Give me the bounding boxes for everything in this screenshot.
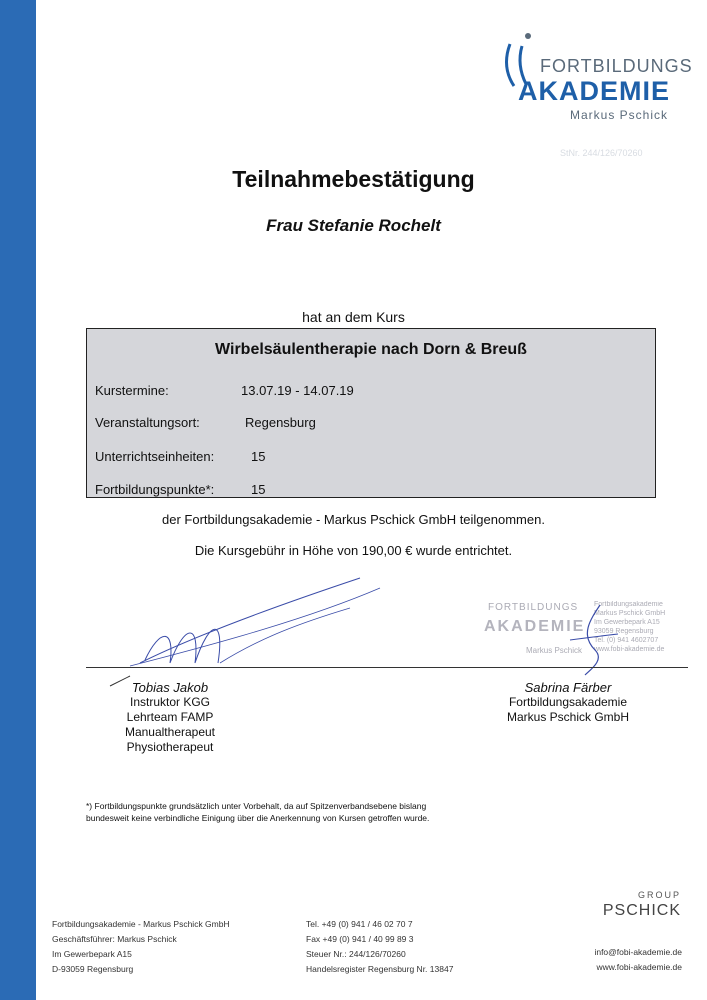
row-value: 15 <box>251 449 266 464</box>
academy-logo <box>500 30 693 130</box>
stamp-line-3: Markus Pschick <box>526 646 583 655</box>
footer-line: Geschäftsführer: Markus Pschick <box>52 934 177 944</box>
footer-line: Im Gewerbepark A15 <box>52 949 132 959</box>
stamp-line-2: AKADEMIE <box>484 618 586 635</box>
signatory-name: Tobias Jakob <box>131 680 209 695</box>
signatory-name: Sabrina Färber <box>524 680 612 695</box>
footnote <box>86 800 586 824</box>
footer-email: info@fobi-akademie.de <box>594 947 682 957</box>
signatory-detail: Physiotherapeut <box>126 740 214 754</box>
group-logo <box>575 890 685 926</box>
signatory-right <box>488 680 648 725</box>
stamp-address-line: www.fobi-akademie.de <box>594 646 665 653</box>
footer-line: Steuer Nr.: 244/126/70260 <box>306 949 406 959</box>
footnote-line: bundesweit keine verbindliche Einigung über die Anerkennung von Kursen getroffen wurde. <box>86 813 430 823</box>
course-name: Wirbelsäulentherapie nach Dorn & Breuß <box>215 341 527 358</box>
signature-line <box>86 667 688 668</box>
stamp-address-line: Im Gewerbepark A15 <box>594 619 660 626</box>
signatory-detail: Instruktor KGG <box>129 695 211 709</box>
blue-side-bar <box>0 0 36 1000</box>
footer-website: www.fobi-akademie.de <box>596 962 682 972</box>
stamp-address-line: Tel. (0) 941 4602707 <box>594 637 659 644</box>
row-value: Regensburg <box>245 415 316 430</box>
footer-web <box>520 945 682 975</box>
row-label: Kurstermine: <box>95 383 169 398</box>
row-label: Unterrichtseinheiten: <box>95 449 215 464</box>
signatory-detail: Fortbildungsakademie <box>508 695 628 709</box>
row-value: 13.07.19 - 14.07.19 <box>241 383 354 398</box>
footer-line: Fax +49 (0) 941 / 40 99 89 3 <box>306 934 414 944</box>
footnote-line: *) Fortbildungspunkte grundsätzlich unter Vorbehalt, da auf Spitzenverbandsebene bislang <box>86 801 427 811</box>
row-label: Fortbildungspunkte*: <box>95 482 215 497</box>
footer-line: D-93059 Regensburg <box>52 964 134 974</box>
handwritten-signature-right <box>560 600 620 680</box>
footer-line: Handelsregister Regensburg Nr. 13847 <box>306 964 454 974</box>
tax-number: StNr. 244/126/70260 <box>560 148 643 158</box>
footer-contact <box>306 917 453 977</box>
footer-company <box>52 917 230 977</box>
footer-line: Tel. +49 (0) 941 / 46 02 70 7 <box>306 919 413 929</box>
signatory-left <box>90 680 250 755</box>
row-label: Veranstaltungsort: <box>95 415 200 430</box>
page-title: Teilnahmebestätigung <box>232 166 475 192</box>
stamp-address-line: Fortbildungsakademie <box>594 601 663 608</box>
signatory-detail: Lehrteam FAMP <box>126 710 214 724</box>
stamp-line-1: FORTBILDUNGS <box>488 602 579 613</box>
handwritten-signature-left <box>100 568 400 698</box>
course-box <box>86 328 656 498</box>
group-logo-top: GROUP <box>637 890 681 900</box>
footer-line: Fortbildungsakademie - Markus Pschick GmbH <box>52 919 230 929</box>
row-value: 15 <box>251 482 266 497</box>
stamp-address-line: Markus Pschick GmbH <box>594 610 666 617</box>
group-logo-bottom: PSCHICK <box>602 902 681 919</box>
stamp-address-line: 93059 Regensburg <box>594 628 654 635</box>
signatory-detail: Markus Pschick GmbH <box>506 710 630 724</box>
participation-statement: der Fortbildungsakademie - Markus Pschick GmbH teilgenommen. <box>162 512 545 527</box>
logo-line-2: AKADEMIE <box>518 76 671 106</box>
logo-line-3: Markus Pschick <box>570 108 669 122</box>
intro-text: hat an dem Kurs <box>302 309 405 325</box>
logo-line-1: FORTBILDUNGS <box>540 56 693 76</box>
signatory-detail: Manualtherapeut <box>124 725 216 739</box>
participant-name: Frau Stefanie Rochelt <box>266 216 441 235</box>
fee-statement: Die Kursgebühr in Höhe von 190,00 € wurde entrichtet. <box>194 543 513 558</box>
